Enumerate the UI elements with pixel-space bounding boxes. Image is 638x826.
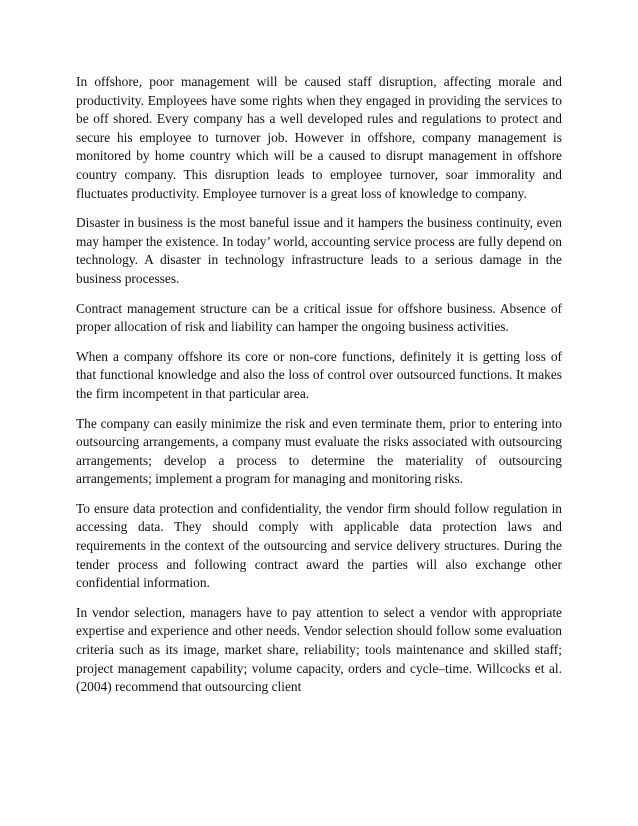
paragraph-data-protection: To ensure data protection and confidentiality, the vendor firm should follow regulation in accessing data. They should comply with applicable data protection laws and requirements in the context of the outsourcing and service delivery structures. During the tender process and following contract award the parties will also exchange other confidential information. <box>76 500 562 591</box>
document-body <box>76 73 562 708</box>
paragraph-contract-management: Contract management structure can be a critical issue for offshore business. Absence of proper allocation of risk and liability can hamper the ongoing business activities. <box>76 300 562 335</box>
paragraph-loss-of-knowledge: When a company offshore its core or non-core functions, definitely it is getting loss of that functional knowledge and also the loss of control over outsourced functions. It makes the firm incompetent in that particular area. <box>76 348 562 401</box>
paragraph-vendor-selection: In vendor selection, managers have to pay attention to select a vendor with appropriate expertise and experience and other needs. Vendor selection should follow some evaluation criteria such as its image, market share, reliability; tools maintenance and skilled staff; project management capability; volume capacity, orders and cycle–time. Willcocks et al. (2004) recommend that outsourcing client <box>76 604 562 695</box>
paragraph-risk-minimization: The company can easily minimize the risk and even terminate them, prior to entering into outsourcing arrangements, a company must evaluate the risks associated with outsourcing arrangements; develop a process to determine the materiality of outsourcing arrangements; implement a program for managing and monitoring risks. <box>76 415 562 487</box>
paragraph-staff-disruption: In offshore, poor management will be caused staff disruption, affecting morale and productivity. Employees have some rights when they engaged in providing the services to be off shored. Every company has a well developed rules and regulations to protect and secure his employee to turnover job. However in offshore, company management is monitored by home country which will be a caused to disrupt management in offshore country company. This disruption leads to employee turnover, soar immorality and fluctuates productivity. Employee turnover is a great loss of knowledge to company. <box>76 74 562 201</box>
paragraph-disaster: Disaster in business is the most baneful issue and it hampers the business continuity, even may hamper the existence. In today’ world, accounting service process are fully depend on technology. A disaster in technology infrastructure leads to a serious damage in the business processes. <box>76 215 562 286</box>
